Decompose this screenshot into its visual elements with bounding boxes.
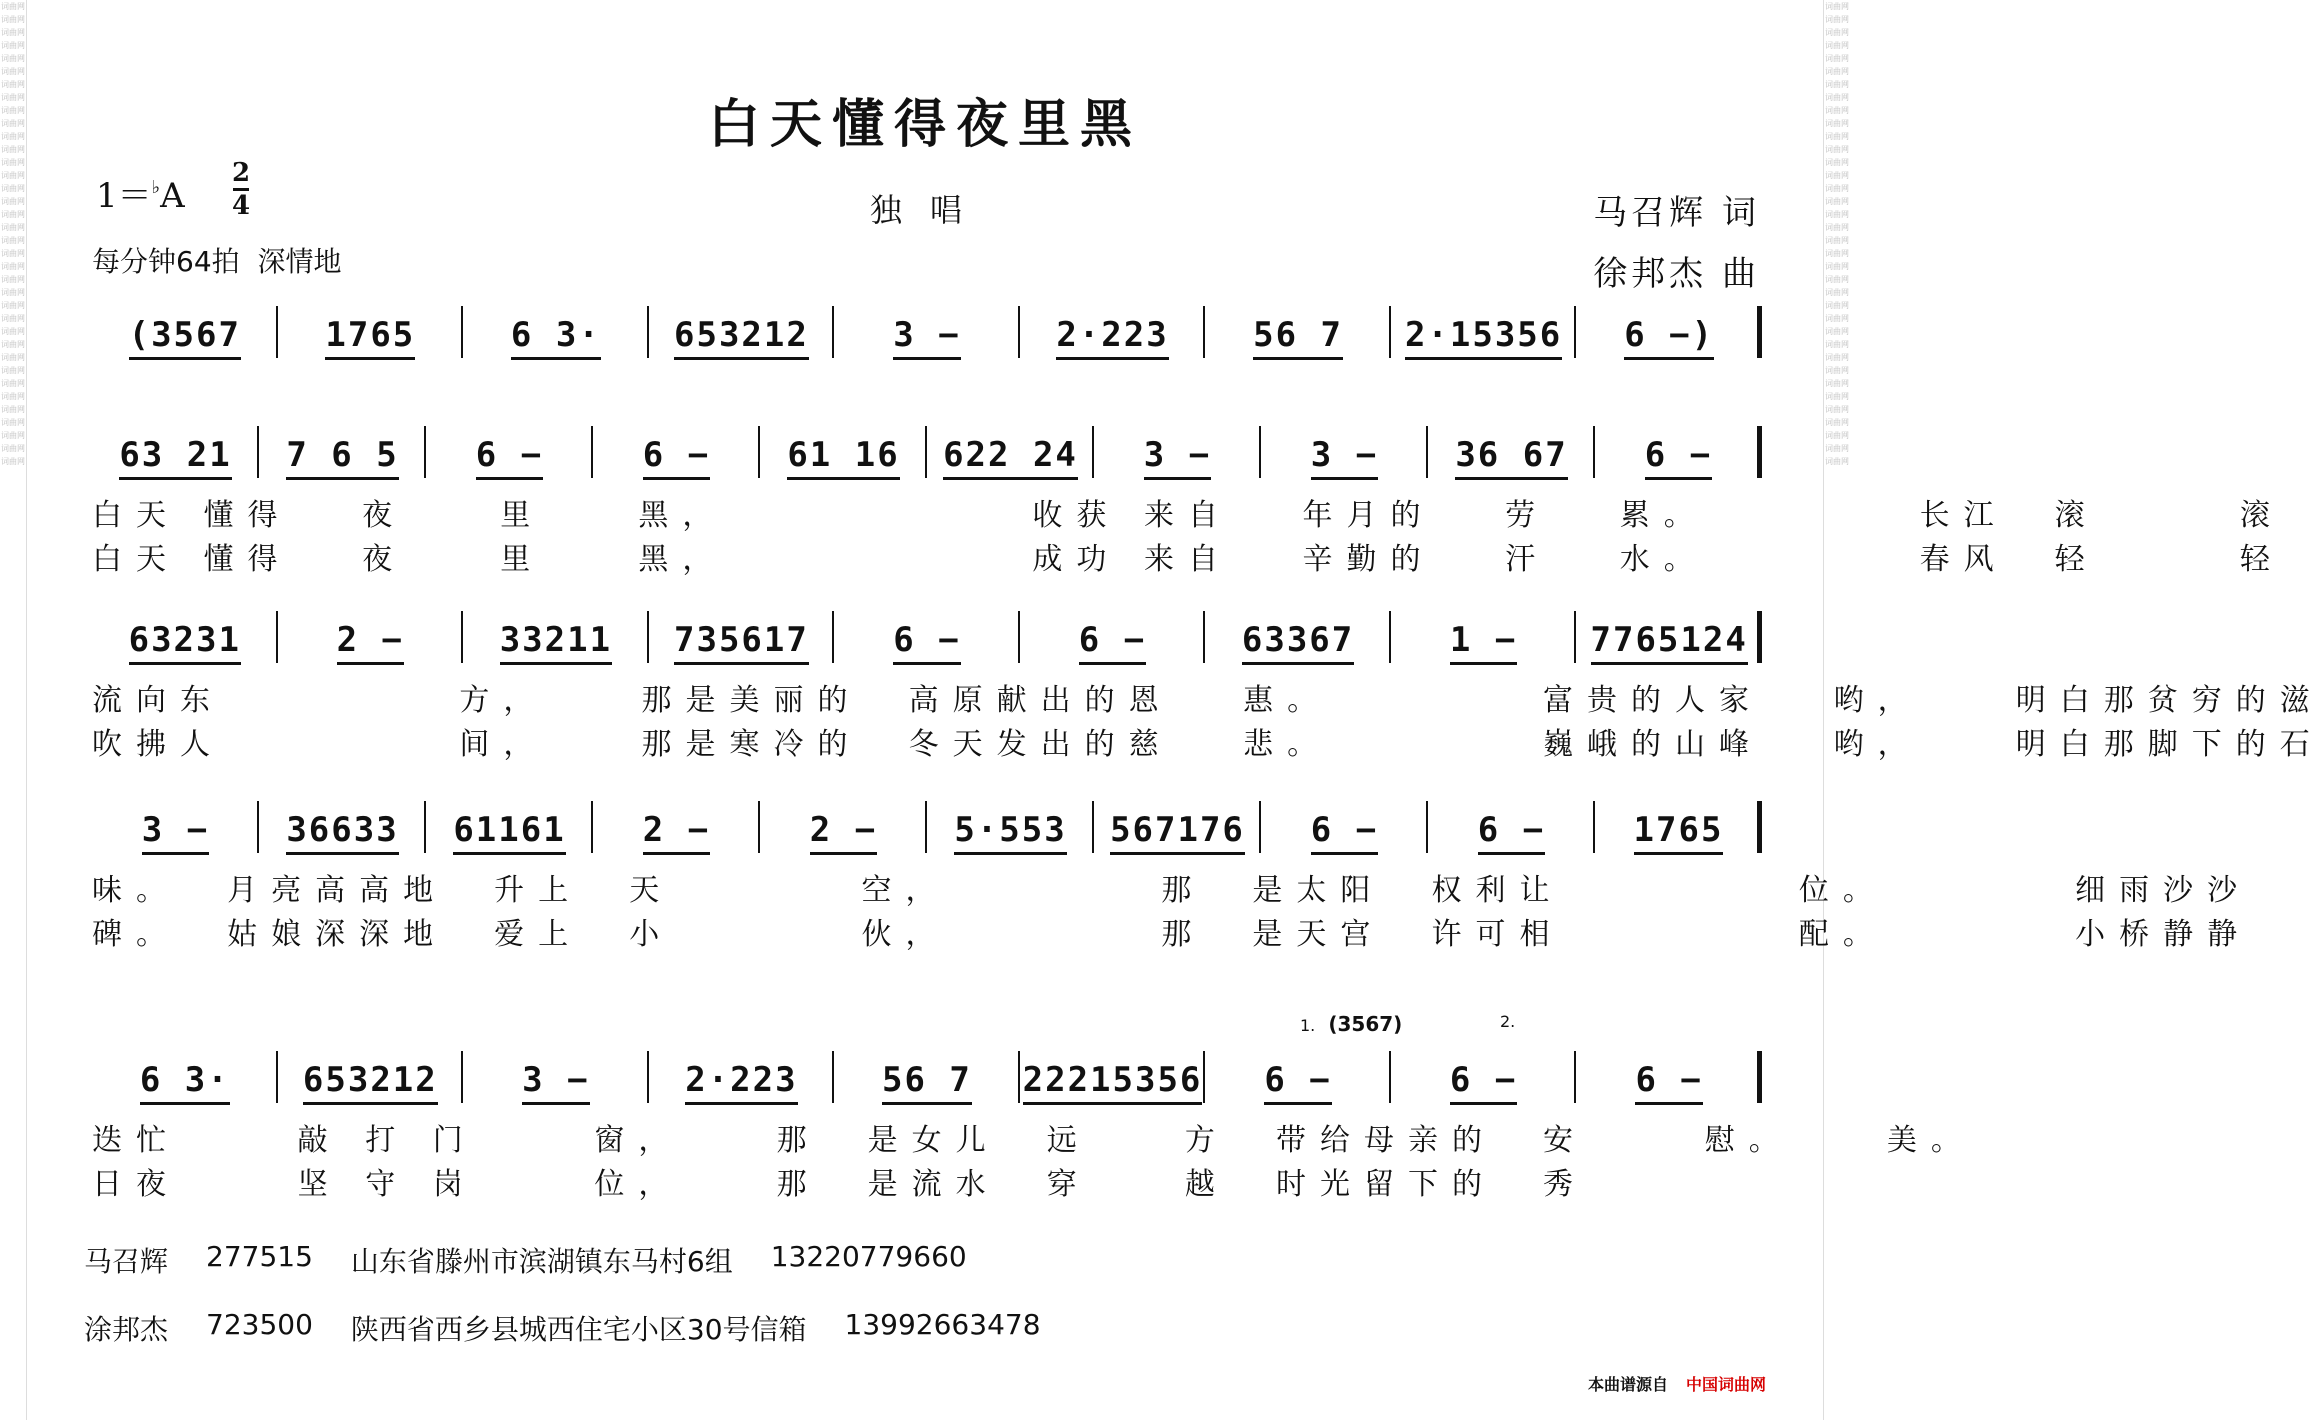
measure — [649, 300, 835, 360]
tempo-line — [92, 240, 341, 280]
contact-row-lyricist — [84, 1240, 967, 1280]
measure — [1428, 420, 1595, 480]
measure-notes: 6 − — [893, 620, 960, 665]
measure-notes: 622 24 — [943, 435, 1078, 480]
measure — [760, 795, 927, 855]
measure — [1020, 1045, 1206, 1105]
measure — [1595, 420, 1762, 480]
measure — [1020, 605, 1206, 665]
measure-notes: 22215356 — [1023, 1060, 1203, 1105]
measure — [1205, 300, 1391, 360]
measure-notes: 3 − — [1144, 435, 1211, 480]
measure — [1428, 795, 1595, 855]
measure-notes: 6 −) — [1624, 315, 1714, 360]
lyricist-credit: 马召辉 词 — [1593, 193, 1760, 233]
lyric-verse-2: 日夜 坚 守 岗 位， 那 是流水 穿 越 时光留下的 秀 — [92, 1167, 1588, 1202]
measure-notes: 63 21 — [119, 435, 231, 480]
measure-notes: 1765 — [1634, 810, 1724, 855]
lyric-verse-2: 吹拂人 间， 那是寒冷的 冬天发出的慈 悲。 巍峨的山峰 哟， 明白那脚下的石 — [92, 727, 2324, 762]
volta1-label: 1. — [1300, 1016, 1316, 1035]
measure — [1391, 1045, 1577, 1105]
measure — [1391, 605, 1577, 665]
measure-notes: 2 − — [643, 810, 710, 855]
notation-row — [92, 795, 1762, 855]
measure-notes: 6 3· — [511, 315, 601, 360]
measure-notes: 56 7 — [1253, 315, 1343, 360]
measure-notes: 3 − — [1311, 435, 1378, 480]
notation-row — [92, 300, 1762, 360]
key-note: A — [160, 176, 185, 216]
measure — [1205, 605, 1391, 665]
measure — [259, 420, 426, 480]
measure — [1576, 605, 1762, 665]
measure-notes: 61 16 — [787, 435, 899, 480]
contact-zip: 277515 — [206, 1240, 313, 1273]
source-brand-link[interactable]: 中国词曲网 — [1685, 1375, 1766, 1394]
measure — [1205, 1045, 1391, 1105]
measure-notes: 2 − — [337, 620, 404, 665]
score-system-3 — [92, 605, 2324, 767]
measure-notes: 3 − — [893, 315, 960, 360]
volta-first-ending — [1300, 1012, 1402, 1036]
measure — [426, 420, 593, 480]
lyric-verse-2: 碑。 姑娘深深地 爱上 小 伙， 那 是天宫 许可相 配。 小桥静静 — [92, 917, 2252, 952]
measure-notes: 6 − — [1635, 1060, 1702, 1105]
measure — [1094, 420, 1261, 480]
measure-notes: 6 − — [1264, 1060, 1331, 1105]
notation-row — [92, 1045, 1762, 1105]
measure — [593, 420, 760, 480]
score-system-4 — [92, 795, 2252, 957]
key-prefix: 1＝ — [96, 176, 152, 216]
composer-credit: 徐邦杰 曲 — [1593, 254, 1760, 294]
volta2-label: 2. — [1500, 1012, 1516, 1031]
lyric-verse-1: 流向东 方， 那是美丽的 高原献出的恩 惠。 富贵的人家 哟， 明白那贫穷的滋 — [92, 683, 2324, 718]
measure — [1391, 300, 1577, 360]
measure-notes: 6 3· — [140, 1060, 230, 1105]
left-watermark-strip: 词曲网词曲网词曲网词曲网词曲网词曲网词曲网词曲网词曲网词曲网词曲网词曲网词曲网词曲网词曲网词曲网词曲网词曲网词曲网词曲网词曲网词曲网词曲网词曲网词曲网词曲网词曲网词曲网词曲网词曲网词曲网词曲网词曲网词曲网词曲网词曲网 — [0, 0, 27, 1420]
measure-notes: 2 − — [810, 810, 877, 855]
measure — [834, 1045, 1020, 1105]
lyric-verse-2: 白天 懂得 夜 里 黑， 成功 来自 辛勤的 汗 水。 春风 轻 轻 — [92, 542, 2284, 577]
contact-row-composer — [84, 1308, 1041, 1348]
measure-notes: 653212 — [303, 1060, 438, 1105]
measure-notes: 1 − — [1450, 620, 1517, 665]
measure-notes: 63231 — [129, 620, 241, 665]
lyric-verse-1: 白天 懂得 夜 里 黑， 收获 来自 年月的 劳 累。 长江 滚 滚 — [92, 498, 2284, 533]
measure-notes: 2·223 — [685, 1060, 797, 1105]
measure-notes: 567176 — [1110, 810, 1245, 855]
measure-notes: 6 − — [1478, 810, 1545, 855]
score-system-5 — [92, 1045, 1975, 1207]
measure — [259, 795, 426, 855]
measure — [92, 300, 278, 360]
time-bottom: 4 — [232, 191, 251, 221]
measure-notes: 2·223 — [1056, 315, 1168, 360]
measure — [1261, 420, 1428, 480]
measure — [278, 300, 464, 360]
source-credit — [1588, 1372, 1766, 1395]
measure — [92, 605, 278, 665]
measure-notes: 735617 — [674, 620, 809, 665]
notation-row — [92, 605, 1762, 665]
score-system-1 — [92, 300, 1762, 360]
key-signature — [96, 168, 185, 217]
time-top: 2 — [232, 158, 251, 188]
contact-phone: 13992663478 — [844, 1308, 1041, 1341]
measure — [834, 605, 1020, 665]
measure — [92, 795, 259, 855]
measure-notes: 61161 — [453, 810, 565, 855]
measure-notes: 7765124 — [1591, 620, 1748, 665]
measure-notes: 33211 — [500, 620, 612, 665]
measure — [927, 795, 1094, 855]
measure — [1094, 795, 1261, 855]
measure — [834, 300, 1020, 360]
measure-notes: 1765 — [325, 315, 415, 360]
measure-notes: 56 7 — [882, 1060, 972, 1105]
measure — [1020, 300, 1206, 360]
song-title: 白天懂得夜里黑 — [707, 94, 1142, 155]
measure — [278, 605, 464, 665]
measure — [1261, 795, 1428, 855]
contact-name: 涂邦杰 — [84, 1313, 169, 1346]
score-system-2 — [92, 420, 2284, 582]
measure — [1595, 795, 1762, 855]
time-signature — [232, 160, 250, 219]
measure-notes: 6 − — [1079, 620, 1146, 665]
measure-notes: 5·553 — [954, 810, 1066, 855]
measure — [593, 795, 760, 855]
measure-notes: 6 − — [1450, 1060, 1517, 1105]
measure — [1576, 300, 1762, 360]
measure — [463, 1045, 649, 1105]
measure-notes: 3 − — [522, 1060, 589, 1105]
measure-notes: 653212 — [674, 315, 809, 360]
measure-notes: 6 − — [476, 435, 543, 480]
measure-notes: (3567 — [129, 315, 241, 360]
flat-sign: ♭ — [151, 177, 161, 198]
measure — [649, 1045, 835, 1105]
measure — [649, 605, 835, 665]
measure-notes: 7 6 5 — [286, 435, 398, 480]
measure — [278, 1045, 464, 1105]
right-watermark-strip: 词曲网词曲网词曲网词曲网词曲网词曲网词曲网词曲网词曲网词曲网词曲网词曲网词曲网词曲网词曲网词曲网词曲网词曲网词曲网词曲网词曲网词曲网词曲网词曲网词曲网词曲网词曲网词曲网词曲网词曲网词曲网词曲网词曲网词曲网词曲网词曲网 — [1823, 0, 1850, 1420]
measure-notes: 3 − — [142, 810, 209, 855]
measure-notes: 2·15356 — [1405, 315, 1562, 360]
contact-zip: 723500 — [206, 1308, 313, 1341]
measure — [426, 795, 593, 855]
lyric-verse-1: 味。 月亮高高地 升上 天 空， 那 是太阳 权利让 位。 细雨沙沙 — [92, 873, 2252, 908]
measure — [1576, 1045, 1762, 1105]
measure-notes: 36 67 — [1455, 435, 1567, 480]
contact-address: 陕西省西乡县城西住宅小区30号信箱 — [350, 1313, 807, 1346]
measure-notes: 6 − — [1311, 810, 1378, 855]
contact-name: 马召辉 — [84, 1245, 169, 1278]
volta-second-ending — [1500, 1012, 1515, 1031]
measure-notes: 6 − — [643, 435, 710, 480]
measure — [463, 605, 649, 665]
measure-notes: 63367 — [1242, 620, 1354, 665]
lyric-verse-1: 迭忙 敲 打 门 窗， 那 是女儿 远 方 带给母亲的 安 慰。 美。 — [92, 1123, 1975, 1158]
measure — [463, 300, 649, 360]
notation-row — [92, 420, 1762, 480]
expression: 深情地 — [257, 245, 342, 278]
measure — [92, 420, 259, 480]
measure — [760, 420, 927, 480]
measure — [92, 1045, 278, 1105]
measure — [927, 420, 1094, 480]
contact-phone: 13220779660 — [770, 1240, 967, 1273]
measure-notes: 36633 — [286, 810, 398, 855]
tempo: 每分钟64拍 — [92, 245, 240, 278]
source-label: 本曲谱源自 — [1587, 1375, 1668, 1394]
performance-type: 独唱 — [870, 191, 991, 229]
volta1-notes: (3567) — [1328, 1012, 1403, 1036]
contact-address: 山东省滕州市滨湖镇东马村6组 — [350, 1245, 733, 1278]
measure-notes: 6 − — [1645, 435, 1712, 480]
